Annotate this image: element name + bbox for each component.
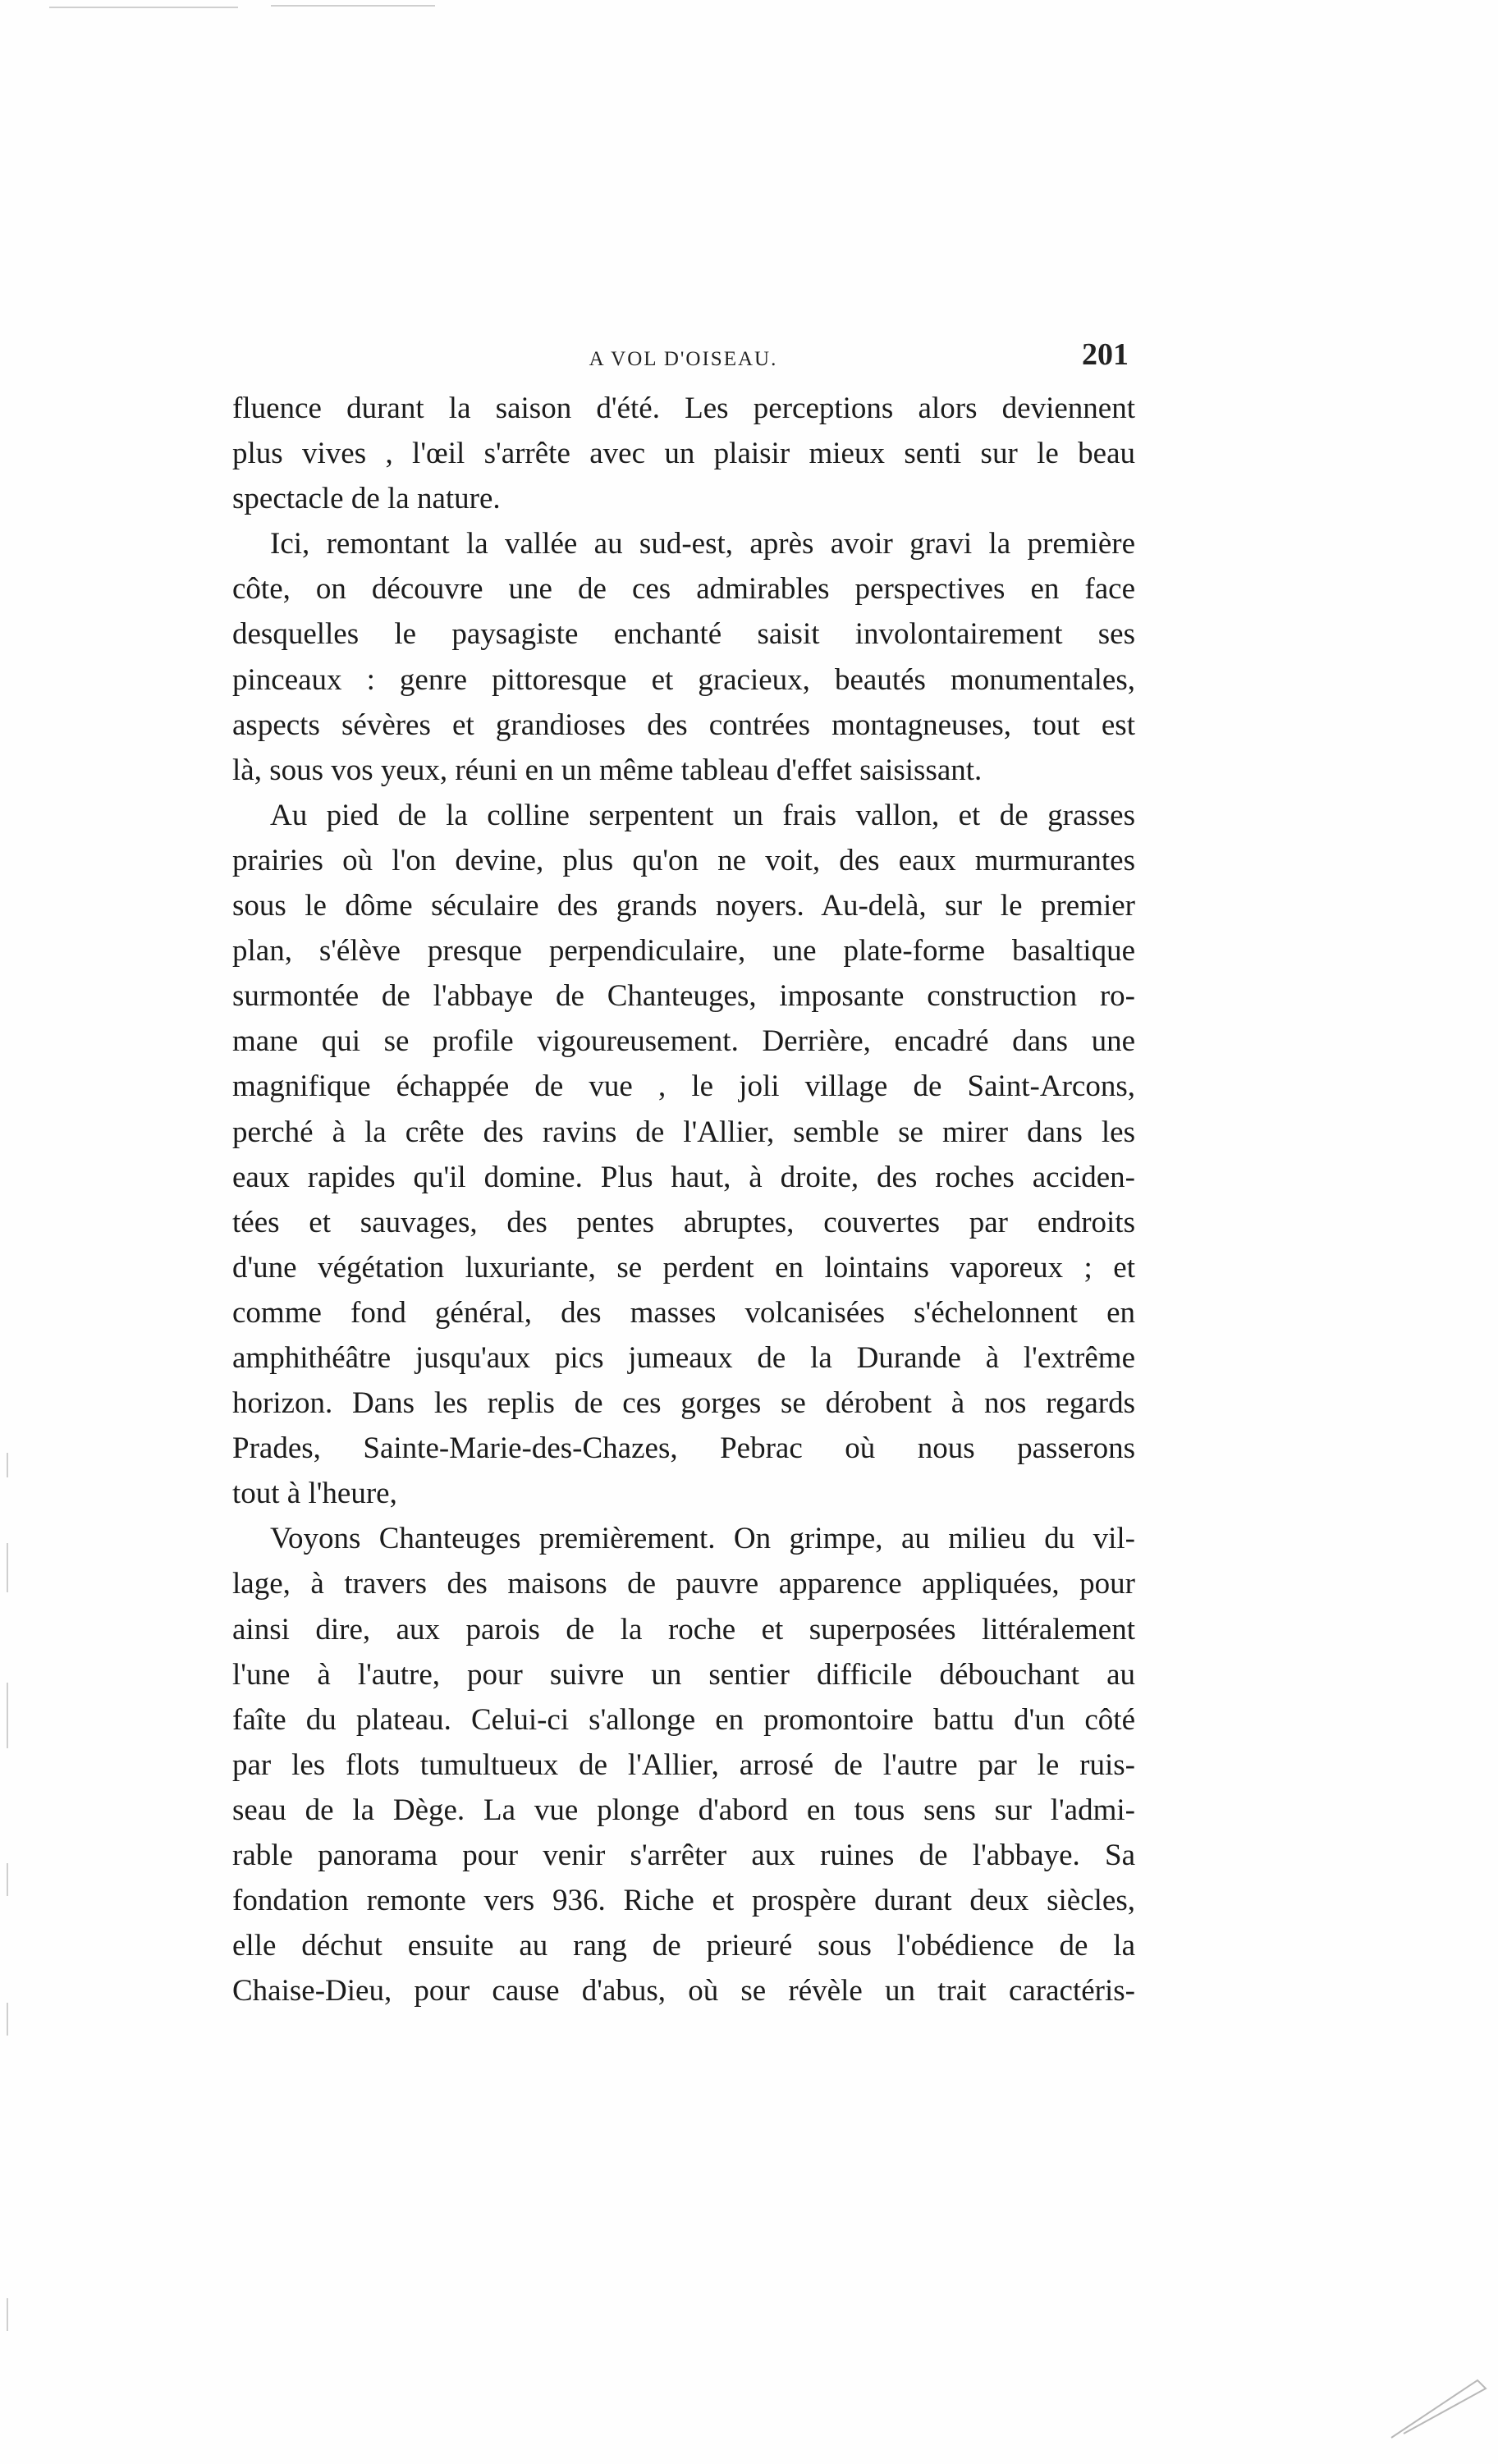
text-line: horizon. Dans les replis de ces gorges se dérobent à nos regards: [232, 1386, 1135, 1421]
text-line: rable panorama pour venir s'arrêter aux ruines de l'abbaye. Sa: [232, 1839, 1135, 1872]
text-line: elle déchut ensuite au rang de prieuré sous l'obédience de la: [232, 1929, 1135, 1963]
text-line: pinceaux : genre pittoresque et gracieux, beautés monumentales,: [232, 662, 1135, 697]
left-margin-mark-6: [7, 2298, 8, 2331]
text-line: fluence durant la saison d'été. Les perceptions alors deviennent: [232, 392, 1135, 425]
text-line: plus vives , l'œil s'arrête avec un plaisir mieux senti sur le beau: [232, 437, 1135, 471]
text-line: fondation remonte vers 936. Riche et prospère durant deux siècles,: [232, 1884, 1135, 1918]
left-margin-mark-4: [7, 1863, 8, 1896]
text-line: lage, à travers des maisons de pauvre apparence appliquées, pour: [232, 1567, 1135, 1601]
text-line: Voyons Chanteuges premièrement. On grimpe, au milieu du vil-: [270, 1522, 1135, 1556]
text-line: faîte du plateau. Celui-ci s'allonge en promontoire battu d'un côté: [232, 1702, 1135, 1737]
body-text: [232, 386, 1135, 2013]
text-line: là, sous vos yeux, réuni en un même tableau d'effet saisissant.: [232, 753, 983, 787]
text-line: desquelles le paysagiste enchanté saisit involontairement ses: [232, 617, 1135, 652]
text-line: comme fond général, des masses volcanisées s'échelonnent en: [232, 1295, 1135, 1330]
text-line: tées et sauvages, des pentes abruptes, couvertes par endroits: [232, 1205, 1135, 1239]
running-title: A VOL D'OISEAU.: [589, 348, 778, 370]
text-line: côte, on découvre une de ces admirables perspectives en face: [232, 572, 1135, 607]
running-head: [238, 337, 1129, 386]
text-line: sous le dôme séculaire des grands noyers. Au-delà, sur le premier: [232, 889, 1135, 923]
left-margin-mark-3: [7, 1683, 8, 1748]
text-line: tout à l'heure,: [232, 1477, 397, 1511]
text-line: surmontée de l'abbaye de Chanteuges, imposante construction ro-: [232, 979, 1135, 1014]
text-line: plan, s'élève presque perpendiculaire, une plate-forme basaltique: [232, 934, 1135, 969]
left-margin-mark: [7, 1453, 8, 1477]
corner-scribble: [1387, 2356, 1494, 2446]
text-line: Ici, remontant la vallée au sud-est, après avoir gravi la première: [270, 527, 1135, 561]
left-margin-mark-5: [7, 2003, 8, 2036]
text-line: d'une végétation luxuriante, se perdent en lointains vaporeux ; et: [232, 1250, 1135, 1285]
text-line: aspects sévères et grandioses des contrées montagneuses, tout est: [232, 708, 1135, 742]
text-line: perché à la crête des ravins de l'Allier, semble se mirer dans les: [232, 1115, 1135, 1149]
text-line: ainsi dire, aux parois de la roche et superposées littéralement: [232, 1612, 1135, 1646]
text-line: seau de la Dège. La vue plonge d'abord en tous sens sur l'admi-: [232, 1793, 1135, 1827]
top-edge-mark: [49, 7, 238, 8]
text-line: l'une à l'autre, pour suivre un sentier difficile débouchant au: [232, 1657, 1135, 1692]
text-line: mane qui se profile vigoureusement. Derrière, encadré dans une: [232, 1024, 1135, 1059]
text-line: spectacle de la nature.: [232, 482, 501, 516]
top-edge-mark-2: [271, 5, 435, 7]
text-line: eaux rapides qu'il domine. Plus haut, à droite, des roches acciden-: [232, 1160, 1135, 1194]
text-line: Au pied de la colline serpentent un frais vallon, et de grasses: [270, 798, 1135, 832]
page-number: 201: [1082, 337, 1129, 372]
left-margin-mark-2: [7, 1543, 8, 1592]
text-line: magnifique échappée de vue , le joli village de Saint-Arcons,: [232, 1069, 1135, 1104]
text-line: Chaise-Dieu, pour cause d'abus, où se révèle un trait caractéris-: [232, 1974, 1135, 2008]
text-line: Prades, Sainte-Marie-des-Chazes, Pebrac où nous passerons: [232, 1431, 1135, 1466]
text-line: amphithéâtre jusqu'aux pics jumeaux de la Durande à l'extrême: [232, 1340, 1135, 1375]
text-line: prairies où l'on devine, plus qu'on ne voit, des eaux murmurantes: [232, 843, 1135, 877]
text-line: par les flots tumultueux de l'Allier, arrosé de l'autre par le ruis-: [232, 1747, 1135, 1782]
